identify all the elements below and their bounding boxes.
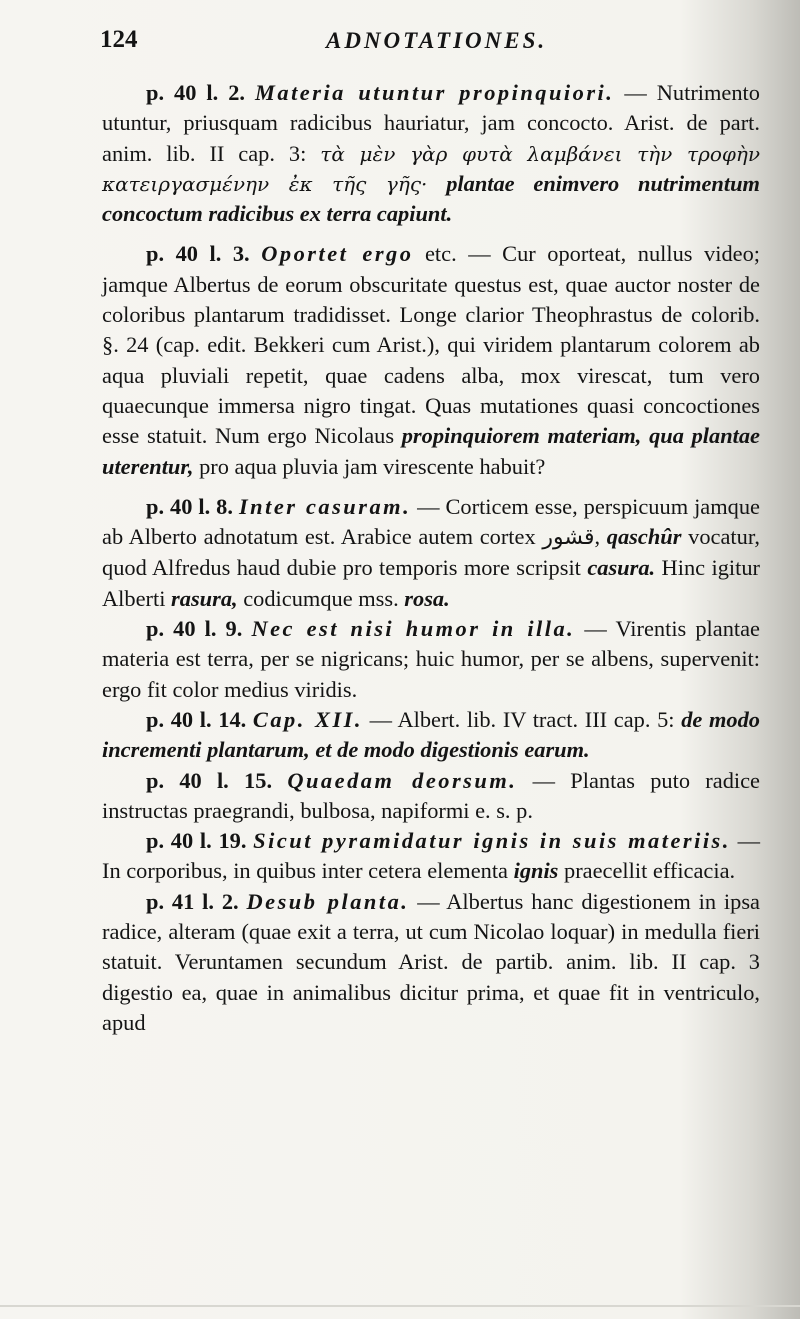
page-number: 124	[100, 26, 138, 53]
arabic-word: قشور	[542, 525, 595, 551]
page-header	[100, 22, 762, 62]
lemma: Oportet ergo	[261, 241, 414, 267]
commentary-text: etc. — Cur oporteat, nullus video; jamque Albertus de eorum obscuritate questus est, quae auctor noster de coloribus plantarum tradidisset. Longe clarior Theophrastus de colorib. §. 24 (cap. edit. Bekkeri cum Arist.), qui viridem plantarum colorem ab aqua pluviali repetit, quae cadens alba, mox virescat, tum vero quaecunque immersa nigro tingat. Quas mutationes quasi concoctiones esse statuit. Num ergo Nicolaus	[102, 241, 760, 449]
quoted-word: casura.	[587, 555, 656, 581]
commentary-text: — Albert. lib. IV tract. III cap. 5:	[362, 706, 682, 732]
page-line-reference: p. 40 l. 2.	[146, 80, 245, 105]
annotation-paragraph	[102, 705, 760, 766]
annotation-paragraph	[102, 766, 760, 827]
commentary-text: — Nutrimento utuntur, priusquam radicibus hauriatur, jam concocto. Arist. de part. anim. lib. II cap. 3:	[102, 80, 760, 166]
lemma: Cap. XII.	[252, 706, 363, 732]
lemma: Materia utuntur propinquiori.	[254, 80, 615, 105]
annotation-paragraph	[102, 887, 760, 1038]
lemma: Nec est nisi humor in illa.	[251, 616, 576, 642]
lemma: Quaedam deorsum.	[287, 767, 518, 793]
commentary-text: Hinc igitur Alberti	[102, 555, 760, 611]
page-line-reference: p. 40 l. 15.	[146, 767, 273, 793]
commentary-text: — Corticem esse, perspicuum jamque ab Alberto adnotatum est. Arabice autem cortex	[102, 493, 760, 550]
page-line-reference: p. 40 l. 19.	[146, 828, 247, 854]
page-line-reference: p. 41 l. 2.	[146, 888, 239, 914]
commentary-text: codicumque mss.	[237, 585, 405, 611]
lemma: Sicut pyramidatur ignis in suis materiis.	[253, 828, 731, 854]
commentary-text: — Plantas puto radice instructas praegrandi, bulbosa, napiformi e. s. p.	[102, 767, 760, 823]
lemma: Inter casuram.	[238, 493, 412, 519]
annotation-paragraph	[102, 492, 760, 614]
annotation-paragraph	[102, 614, 760, 705]
commentary-text: — Albertus hanc digestionem in ipsa radice, alteram (quae exit a terra, ut cum Nicolao loquar) in medulla fieri statuit. Veruntamen secundum Arist. de partib. anim. lib. II cap. 3 digestio ea, quae in animalibus dicitur prima, et quae fit in ventriculo, apud	[102, 888, 760, 1035]
page-line-reference: p. 40 l. 8.	[146, 493, 233, 519]
commentary-text: — Virentis plantae materia est terra, per se nigricans; huic humor, per se albens, supervenit: ergo fit color medius viridis.	[102, 616, 760, 702]
commentary-text: pro aqua pluvia jam virescente habuit?	[193, 453, 546, 479]
page-line-reference: p. 40 l. 14.	[146, 706, 247, 732]
commentary-text: vocatur, quod Alfredus haud dubie pro temporis more scripsit	[102, 524, 760, 581]
annotation-paragraph	[102, 239, 760, 481]
greek-quotation: τὰ μὲν γὰρ φυτὰ λαμβάνει τὴν τροφὴν κατειργασμένην ἐκ τῆς γῆς·	[102, 141, 761, 196]
page-bottom-edge	[0, 1305, 800, 1307]
quoted-title: de modo incrementi plantarum, et de modo digestionis earum.	[102, 706, 760, 763]
running-head: ADNOTATIONES.	[326, 28, 548, 53]
page-line-reference: p. 40 l. 9.	[146, 616, 243, 642]
commentary-text: praecellit efficacia.	[558, 858, 736, 884]
commentary-text: — In corporibus, in quibus inter cetera elementa	[102, 828, 760, 884]
quoted-word: rosa.	[404, 585, 450, 611]
quoted-word: rasura,	[171, 585, 238, 611]
annotations-body	[102, 78, 760, 1038]
quoted-word: ignis	[513, 858, 559, 884]
transliteration: qaschûr	[606, 524, 682, 550]
quoted-phrase: propinquiorem materiam, qua plantae uterentur,	[102, 423, 760, 479]
annotation-paragraph	[102, 78, 760, 229]
annotation-paragraph	[102, 826, 760, 887]
lemma: Desub planta.	[246, 888, 410, 914]
latin-translation: plantae enimvero nutrimentum concoctum radicibus ex terra capiunt.	[102, 170, 760, 227]
page-line-reference: p. 40 l. 3.	[146, 241, 250, 267]
commentary-text	[427, 171, 446, 196]
commentary-text: ,	[594, 524, 607, 550]
